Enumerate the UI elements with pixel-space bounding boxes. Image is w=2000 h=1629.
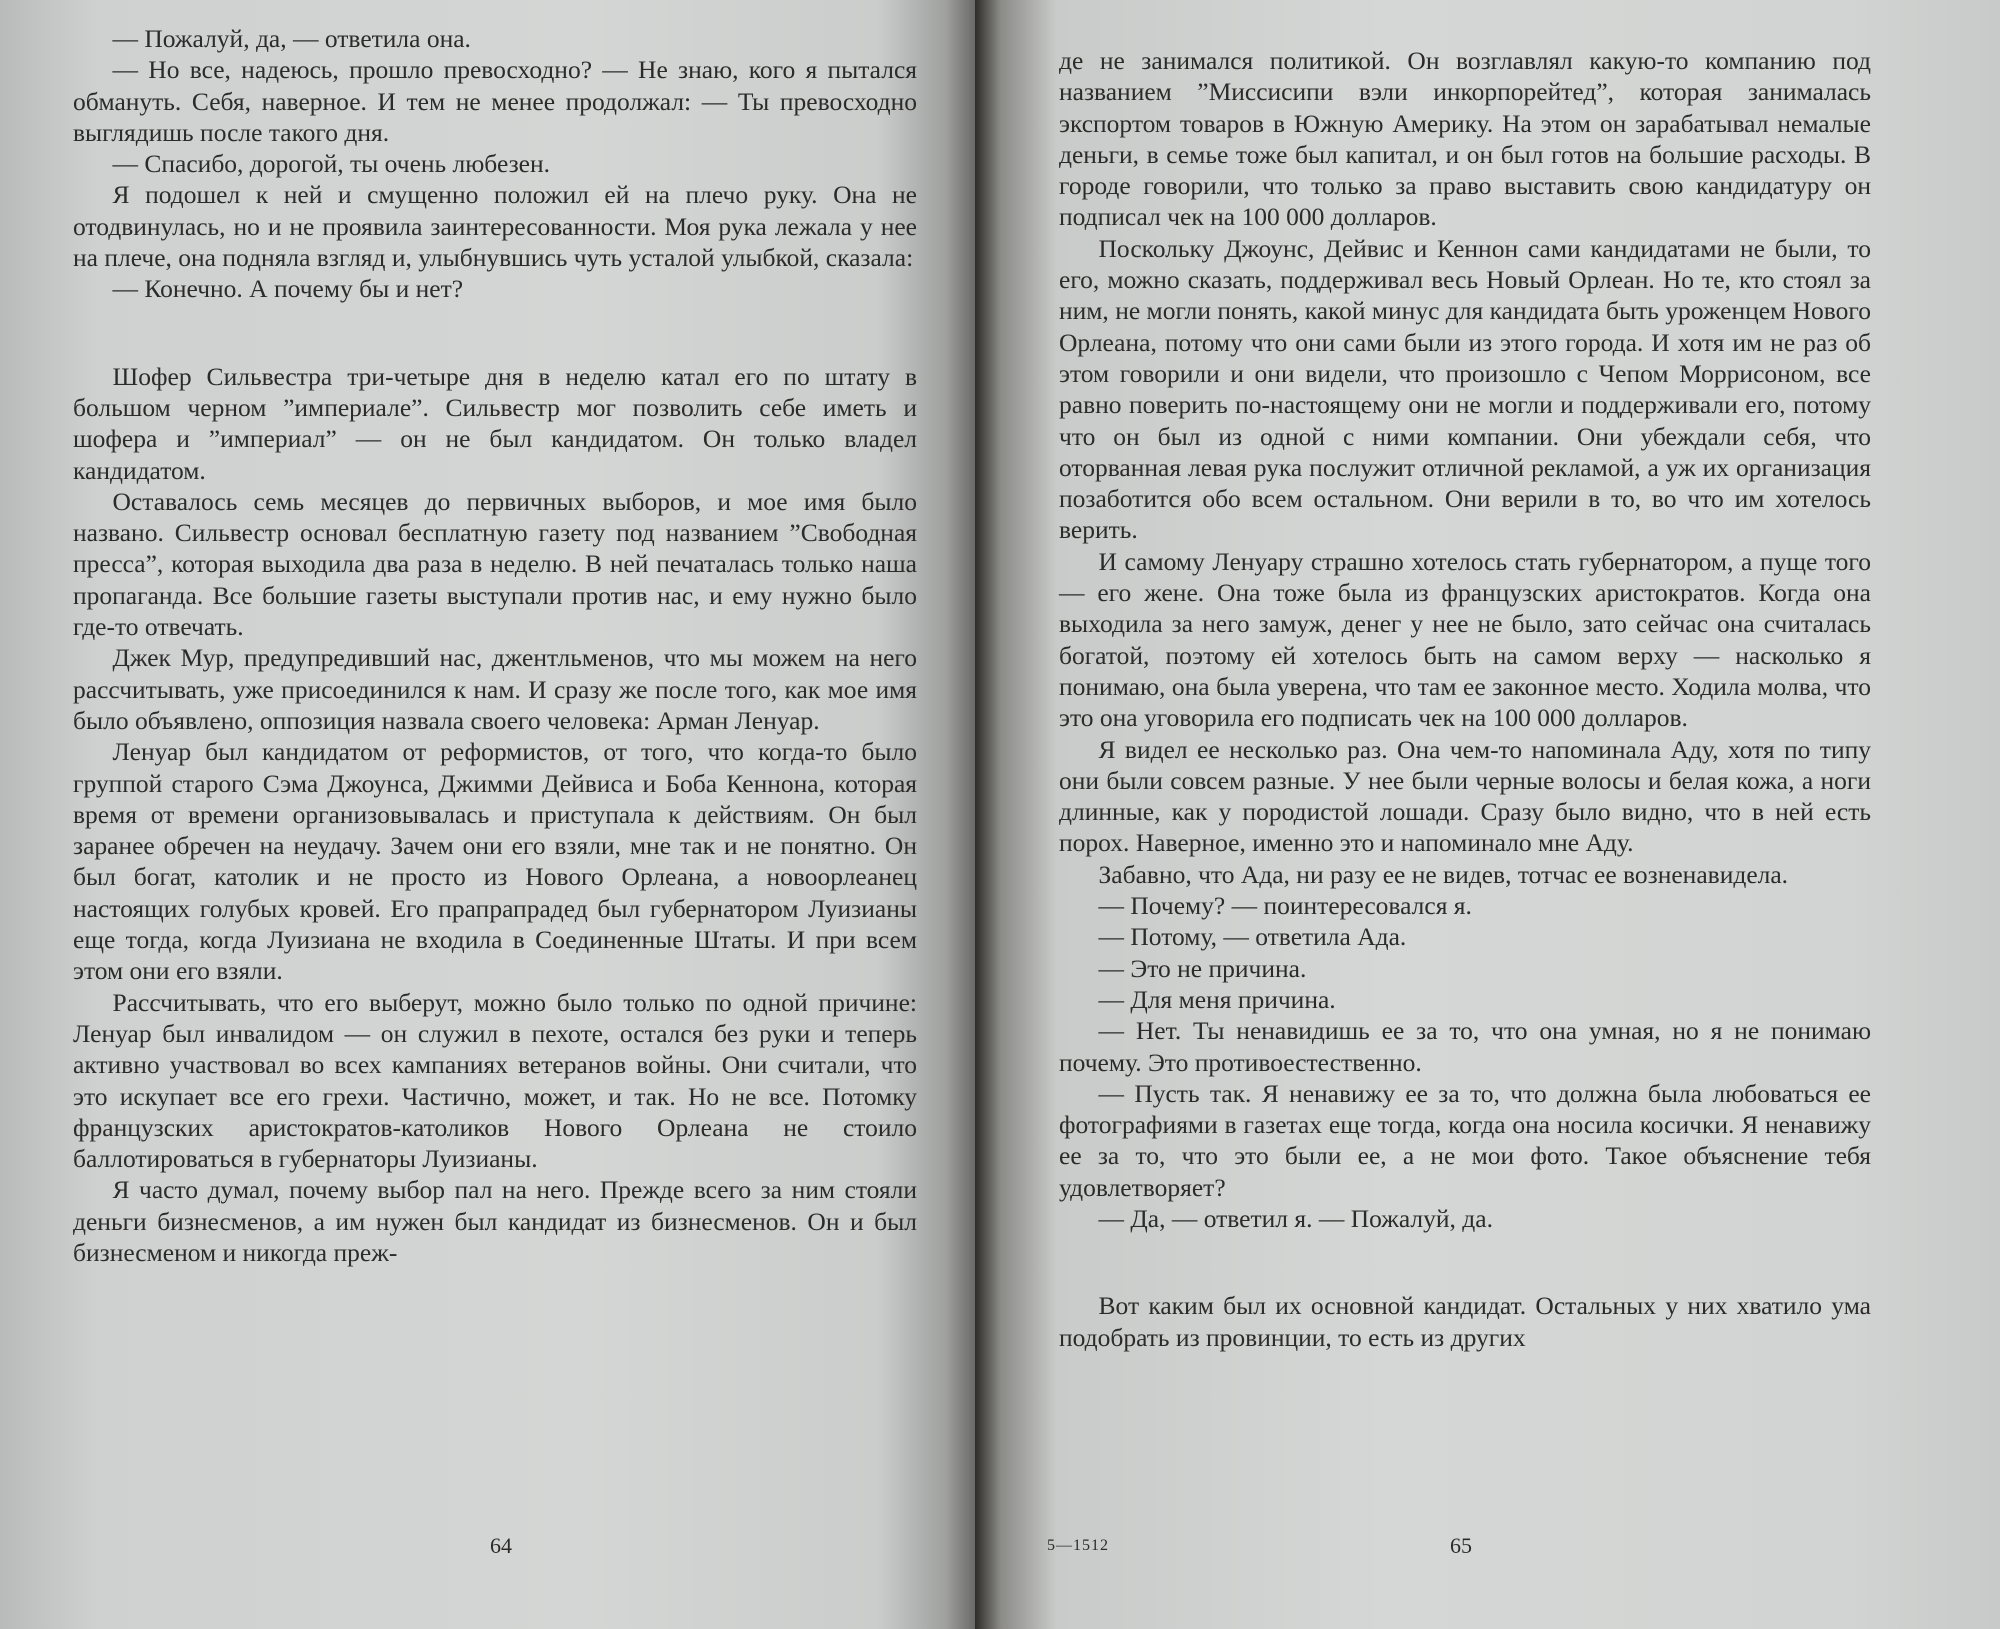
paragraph: — Пожалуй, да, — ответила она. bbox=[112, 24, 471, 53]
paragraph: — Нет. Ты ненавидишь ее за то, что она умная, но я не понимаю почему. Это противоестественно. bbox=[1059, 1016, 1871, 1077]
paragraph: — Да, — ответил я. — Пожалуй, да. bbox=[1098, 1203, 1493, 1233]
paragraph: Поскольку Джоунс, Дейвис и Кеннон сами кандидатами не были, то его, можно сказать, поддерживал весь Новый Орлеан. Но те, кто стоял за ним, не могли понять, какой минус для кандидата быть уроженцем Нового Орлеана, потому что они сами были из этого города. И хотя им не раз об этом говорили и они видели, что произошло с Чепом Моррисоном, все равно поверить по-настоящему они не могли и поддерживали его, потому что он был из одной с ними компании. Они убеждали себя, что оторванная левая рука послужит отличной рекламой, а уж их организация позаботится обо всем остальном. Они верили в то, во что им хотелось верить. bbox=[1059, 233, 1871, 545]
paragraph: Я видел ее несколько раз. Она чем-то напоминала Аду, хотя по типу они были совсем разные. У нее были черные волосы и белая кожа, а ноги длинные, как у породистой лошади. Сразу было видно, что в ней есть порох. Наверное, именно это и напоминало мне Аду. bbox=[1059, 734, 1871, 858]
paragraph: Вот каким был их основной кандидат. Остальных у них хватило ума подобрать из провинции, то есть из других bbox=[1059, 1291, 1871, 1352]
paragraph: Шофер Сильвестра три-четыре дня в неделю катал его по штату в большом черном ”империале”. Сильвестр мог позволить себе иметь и шофера и ”империал” — он не был кандидатом. Он только владел кандидатом. bbox=[73, 361, 917, 485]
printer-signature: 5—1512 bbox=[1047, 1537, 1109, 1554]
paragraph: Я часто думал, почему выбор пал на него. Прежде всего за ним стояли деньги бизнесменов, а им нужен был кандидат из бизнесменов. Он и был бизнесменом и никогда преж- bbox=[73, 1175, 917, 1267]
page-number: 65 bbox=[1450, 1533, 1472, 1558]
paragraph: Я подошел к ней и смущенно положил ей на плечо руку. Она не отодвинулась, но и не проявила заинтересованности. Моя рука лежала у нее на плече, она подняла взгляд и, улыбнувшись чуть усталой улыбкой, сказала: bbox=[73, 180, 917, 273]
right-page bbox=[975, 0, 2000, 1629]
paragraph: Забавно, что Ада, ни разу ее не видев, тотчас ее возненавидела. bbox=[1098, 859, 1789, 889]
section-break bbox=[73, 305, 917, 361]
left-page-text bbox=[73, 23, 917, 1268]
paragraph: — Конечно. А почему бы и нет? bbox=[112, 274, 464, 304]
paragraph: — Почему? — поинтересовался я. bbox=[1098, 891, 1472, 921]
paragraph: — Пусть так. Я ненавижу ее за то, что должна была любоваться ее фотографиями в газетах еще тогда, когда она носила косички. Я ненавижу ее за то, что это были ее, а не мои фото. Такое объяснение тебя удовлетворяет? bbox=[1059, 1078, 1871, 1202]
paragraph: И самому Ленуару страшно хотелось стать губернатором, а пуще того — его жене. Она тоже была из французских аристократов. Когда она выходила за него замуж, денег у нее не было, зато сейчас она считалась богатой, поэтому ей хотелось быть на самом верху — насколько я понимаю, она была уверена, что там ее законное место. Ходила молва, что это она уговорила его подписать чек на 100 000 долларов. bbox=[1059, 546, 1871, 733]
paragraph: Джек Мур, предупредивший нас, джентльменов, что мы можем на него рассчитывать, уже присоединился к нам. И сразу же после того, как мое имя было объявлено, оппозиция назвала своего человека: Арман Ленуар. bbox=[73, 643, 917, 735]
paragraph: Ленуар был кандидатом от реформистов, от того, что когда-то было группой старого Сэма Джоунса, Джимми Дейвиса и Боба Кеннона, которая время от времени организовывалась и приступала к действиям. Он был заранее обречен на неудачу. Зачем они его взяли, мне так и не понятно. Он был богат, католик и не просто из Нового Орлеана, а новоорлеанец настоящих голубых кровей. Его прапрапрадед был губернатором Луизианы еще тогда, когда Луизиана не входила в Соединенные Штаты. И при всем этом они его взяли. bbox=[73, 737, 917, 986]
paragraph: — Это не причина. bbox=[1098, 953, 1307, 983]
paragraph: Рассчитывать, что его выберут, можно было только по одной причине: Ленуар был инвалидом — он служил в пехоте, остался без руки и теперь активно участвовал во всех кампаниях ветеранов войны. Они считали, что это искупает все его грехи. Частично, может, и так. Но не все. Потомку французских аристократов-католиков Нового Орлеана не стоило баллотироваться в губернаторы Луизианы. bbox=[73, 987, 917, 1174]
paragraph: — Но все, надеюсь, прошло превосходно? — Не знаю, кого я пытался обмануть. Себя, наверное. И тем не менее продолжал: — Ты превосходно выглядишь после такого дня. bbox=[73, 55, 917, 147]
page-number: 64 bbox=[490, 1533, 512, 1558]
paragraph: — Потому, — ответила Ада. bbox=[1098, 922, 1407, 952]
paragraph: — Для меня причина. bbox=[1098, 984, 1336, 1014]
left-page bbox=[0, 0, 975, 1629]
paragraph: — Спасибо, дорогой, ты очень любезен. bbox=[112, 149, 550, 179]
section-break bbox=[1059, 1234, 1871, 1290]
right-page-text bbox=[1059, 45, 1871, 1353]
paragraph: де не занимался политикой. Он возглавлял какую-то компанию под названием ”Миссисипи вэли инкорпорейтед”, которая занималась экспортом товаров в Южную Америку. На этом он зарабатывал немалые деньги, в семье тоже был капитал, и он был готов на большие расходы. В городе говорили, что только за право выставить свою кандидатуру он подписал чек на 100 000 долларов. bbox=[1059, 46, 1871, 232]
paragraph: Оставалось семь месяцев до первичных выборов, и мое имя было названо. Сильвестр основал бесплатную газету под названием ”Свободная пресса”, которая выходила два раза в неделю. В ней печаталась только наша пропаганда. Все большие газеты выступали против нас, и ему нужно было где-то отвечать. bbox=[73, 486, 917, 642]
